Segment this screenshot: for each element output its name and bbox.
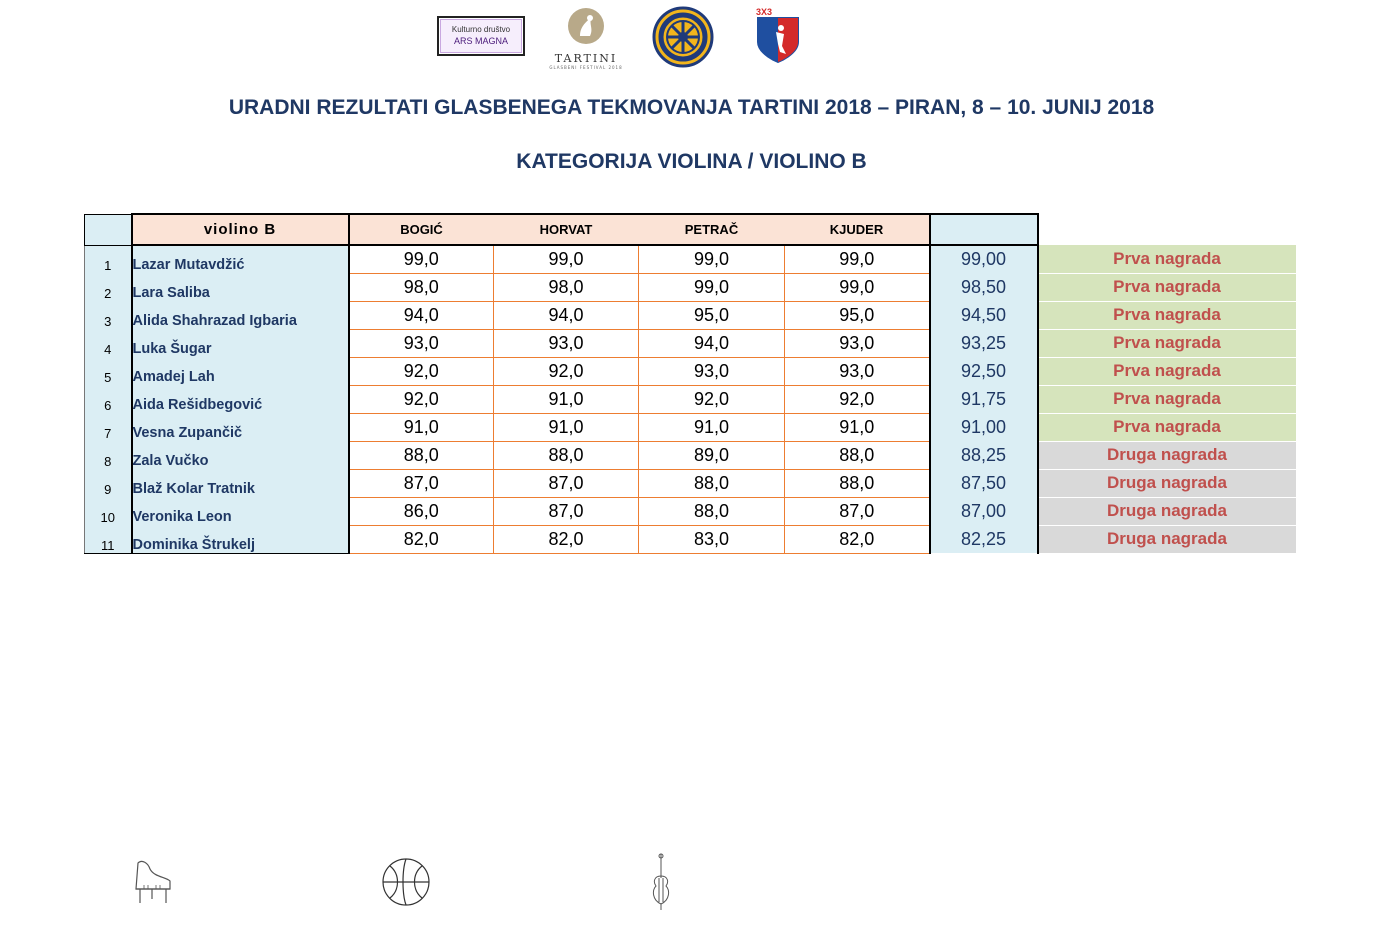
judge-score: 82,0 [494,525,639,553]
table-row [85,273,1296,301]
judge-score: 91,0 [494,413,639,441]
table-row [85,385,1296,413]
row-number: 11 [85,525,132,553]
judge-score: 92,0 [494,357,639,385]
contestant-name: Veronika Leon [132,497,349,525]
ars-magna-line2: ARS MAGNA [453,36,508,46]
judge-score: 92,0 [349,357,494,385]
judge-score: 89,0 [639,441,785,469]
prize-label: Prva nagrada [1038,413,1296,441]
tartini-logo-text: TARTINI [554,52,618,65]
judge-score: 99,0 [639,273,785,301]
judge-score: 95,0 [639,301,785,329]
header-judge-horvat: HORVAT [494,214,639,245]
row-number: 2 [85,273,132,301]
row-number: 5 [85,357,132,385]
table-row [85,469,1296,497]
prize-label: Prva nagrada [1038,385,1296,413]
average-score: 93,25 [930,329,1038,357]
judge-score: 82,0 [785,525,930,553]
prize-label: Prva nagrada [1038,245,1296,273]
judge-score: 99,0 [639,245,785,273]
header-category: violino B [132,214,349,245]
prize-label: Prva nagrada [1038,273,1296,301]
row-number: 4 [85,329,132,357]
contestant-name: Aida Rešidbegović [132,385,349,413]
average-score: 91,75 [930,385,1038,413]
table-row [85,357,1296,385]
judge-score: 94,0 [349,301,494,329]
average-score: 87,50 [930,469,1038,497]
tartini-logo [546,6,626,70]
judge-score: 88,0 [349,441,494,469]
judge-score: 88,0 [494,441,639,469]
violin-icon [648,852,674,912]
judge-score: 99,0 [349,245,494,273]
contestant-name: Blaž Kolar Tratnik [132,469,349,497]
ars-magna-logo [437,16,525,56]
judge-score: 88,0 [639,497,785,525]
prize-label: Prva nagrada [1038,357,1296,385]
average-score: 99,00 [930,245,1038,273]
judge-score: 93,0 [349,329,494,357]
judge-score: 92,0 [639,385,785,413]
page-title: URADNI REZULTATI GLASBENEGA TEKMOVANJA TARTINI 2018 – PIRAN, 8 – 10. JUNIJ 2018 [228,96,1155,119]
tartini-emblem-icon [564,6,608,46]
header-judge-bogic: BOGIĆ [349,214,494,245]
judge-score: 95,0 [785,301,930,329]
judge-score: 88,0 [785,441,930,469]
row-number: 1 [85,245,132,273]
contestant-name: Dominika Štrukelj [132,525,349,553]
judge-score: 91,0 [494,385,639,413]
rotary-wheel-icon [652,6,714,68]
contestant-name: Amadej Lah [132,357,349,385]
judge-score: 93,0 [785,329,930,357]
sponsor-logos [0,0,1383,80]
contestant-name: Zala Vučko [132,441,349,469]
judge-score: 98,0 [349,273,494,301]
category-title: KATEGORIJA VIOLINA / VIOLINO B [516,150,867,173]
judge-score: 83,0 [639,525,785,553]
header-number-cell [85,214,132,245]
judge-score: 87,0 [785,497,930,525]
judge-score: 99,0 [785,273,930,301]
judge-score: 99,0 [785,245,930,273]
results-table [84,213,1296,554]
judge-score: 93,0 [785,357,930,385]
table-row [85,441,1296,469]
contestant-name: Vesna Zupančič [132,413,349,441]
row-number: 3 [85,301,132,329]
prize-label: Druga nagrada [1038,441,1296,469]
row-number: 10 [85,497,132,525]
ars-magna-line1: Kulturno društvo [451,25,511,34]
judge-score: 87,0 [494,497,639,525]
judge-score: 99,0 [494,245,639,273]
row-number: 7 [85,413,132,441]
judge-score: 86,0 [349,497,494,525]
table-header-row [85,214,1296,245]
table-row [85,329,1296,357]
prize-label: Druga nagrada [1038,525,1296,553]
row-number: 6 [85,385,132,413]
judge-score: 82,0 [349,525,494,553]
judge-score: 92,0 [349,385,494,413]
row-number: 9 [85,469,132,497]
prize-label: Druga nagrada [1038,497,1296,525]
table-row [85,245,1296,273]
judge-score: 94,0 [494,301,639,329]
judge-score: 98,0 [494,273,639,301]
basketball-icon [380,856,432,908]
judge-score: 91,0 [639,413,785,441]
prize-label: Druga nagrada [1038,469,1296,497]
judge-score: 87,0 [494,469,639,497]
contestant-name: Alida Shahrazad Igbaria [132,301,349,329]
contestant-name: Lazar Mutavdžić [132,245,349,273]
table-row [85,497,1296,525]
tartini-logo-subtext: GLASBENI FESTIVAL 2018 [549,65,623,70]
judge-score: 91,0 [785,413,930,441]
judge-score: 88,0 [785,469,930,497]
average-score: 94,50 [930,301,1038,329]
judge-score: 93,0 [639,357,785,385]
svg-text:3X3: 3X3 [756,7,773,17]
table-row [85,413,1296,441]
prize-label: Prva nagrada [1038,329,1296,357]
average-score: 87,00 [930,497,1038,525]
average-score: 91,00 [930,413,1038,441]
judge-score: 87,0 [349,469,494,497]
grand-piano-icon [128,855,176,907]
row-number: 8 [85,441,132,469]
header-average-cell [930,214,1038,245]
contestant-name: Luka Šugar [132,329,349,357]
contestant-name: Lara Saliba [132,273,349,301]
judge-score: 94,0 [639,329,785,357]
judge-score: 92,0 [785,385,930,413]
prize-label: Prva nagrada [1038,301,1296,329]
results-body [85,245,1296,553]
table-row [85,525,1296,553]
average-score: 82,25 [930,525,1038,553]
average-score: 88,25 [930,441,1038,469]
3x3-basketball-logo [754,6,802,64]
header-judge-kjuder: KJUDER [785,214,930,245]
header-prize-cell [1038,214,1296,245]
header-judge-petrac: PETRAČ [639,214,785,245]
average-score: 92,50 [930,357,1038,385]
table-row [85,301,1296,329]
judge-score: 91,0 [349,413,494,441]
judge-score: 93,0 [494,329,639,357]
judge-score: 88,0 [639,469,785,497]
average-score: 98,50 [930,273,1038,301]
